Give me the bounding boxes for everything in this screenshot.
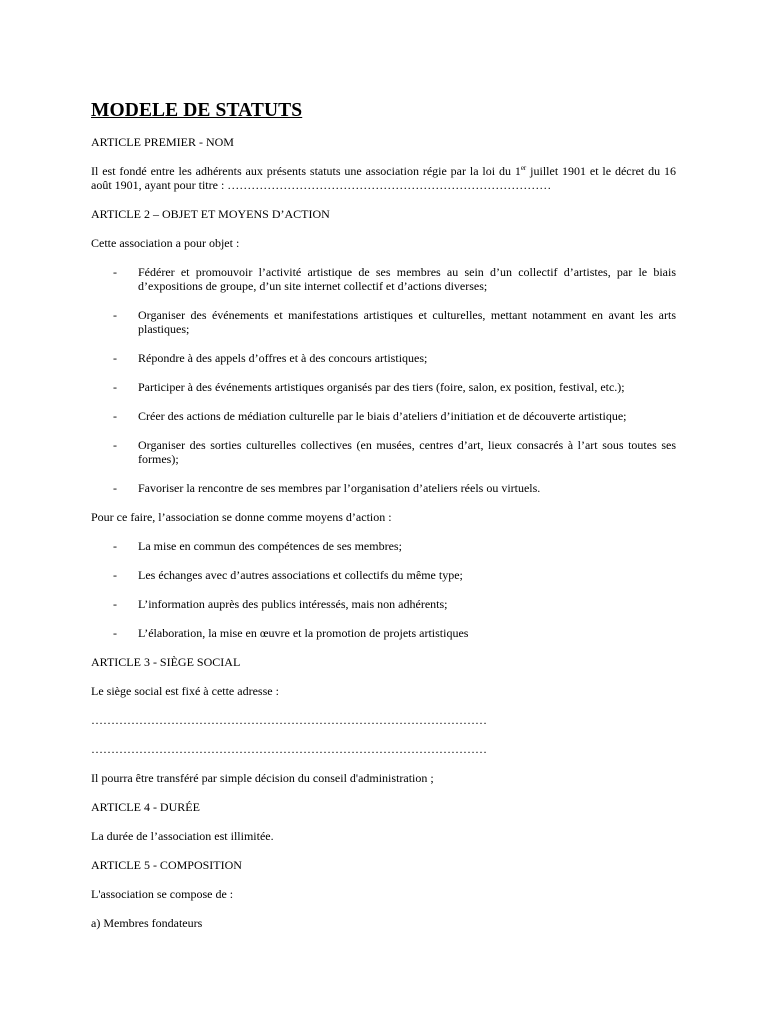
dash-marker: -	[113, 308, 117, 322]
list-item-text: Répondre à des appels d’offres et à des concours artistiques;	[138, 351, 428, 365]
dash-marker: -	[113, 351, 117, 365]
list-item	[91, 539, 676, 553]
article-1-text-start: Il est fondé entre les adhérents aux présents statuts une association régie par la loi du 1	[91, 164, 521, 178]
article-5-heading: ARTICLE 5 - COMPOSITION	[91, 858, 242, 872]
article-2-heading: ARTICLE 2 – OBJET ET MOYENS D’ACTION	[91, 207, 330, 221]
dash-marker: -	[113, 539, 117, 553]
document-page	[91, 100, 676, 945]
objects-list	[91, 265, 676, 495]
dash-marker: -	[113, 626, 117, 640]
article-1-heading: ARTICLE PREMIER - NOM	[91, 135, 234, 149]
list-item-text: La mise en commun des compétences de ses membres;	[138, 539, 402, 553]
article-1-text	[91, 164, 676, 192]
address-line-1: ………………………………………………………………………………………	[91, 713, 487, 727]
address-line-2: ………………………………………………………………………………………	[91, 742, 487, 756]
list-item	[91, 481, 676, 495]
list-item	[91, 597, 676, 611]
list-item	[91, 438, 676, 466]
article-5-item-a: a) Membres fondateurs	[91, 916, 203, 930]
article-4-heading: ARTICLE 4 - DURÉE	[91, 800, 200, 814]
list-item-text: Fédérer et promouvoir l’activité artistique de ses membres au sein d’un collectif d’artistes, par le biais d’expositions de groupe, d’un site internet collectif et d’actions diverses;	[138, 265, 676, 293]
dash-marker: -	[113, 409, 117, 423]
list-item-text: Favoriser la rencontre de ses membres par l’organisation d’ateliers réels ou virtuels.	[138, 481, 541, 495]
article-3-transfer: Il pourra être transféré par simple décision du conseil d'administration ;	[91, 771, 434, 785]
list-item	[91, 409, 676, 423]
article-5-text: L'association se compose de :	[91, 887, 234, 901]
ordinal-superscript: er	[520, 164, 527, 172]
dash-marker: -	[113, 380, 117, 394]
list-item-text: L’élaboration, la mise en œuvre et la promotion de projets artistiques	[138, 626, 469, 640]
list-item-text: Organiser des sorties culturelles collectives (en musées, centres d’art, lieux consacrés à l’art sous toutes ses formes);	[138, 438, 676, 466]
list-item	[91, 380, 676, 394]
dash-marker: -	[113, 481, 117, 495]
means-list	[91, 539, 676, 640]
list-item	[91, 351, 676, 365]
list-item-text: L’information auprès des publics intéressés, mais non adhérents;	[138, 597, 448, 611]
dash-marker: -	[113, 568, 117, 582]
list-item-text: Organiser des événements et manifestations artistiques et culturelles, mettant notamment en avant les arts plastiques;	[138, 308, 676, 336]
article-3-text: Le siège social est fixé à cette adresse :	[91, 684, 279, 698]
list-item	[91, 308, 676, 336]
list-item	[91, 626, 676, 640]
dash-marker: -	[113, 265, 117, 279]
list-item-text: Créer des actions de médiation culturelle par le biais d’ateliers d’initiation et de découverte artistique;	[138, 409, 627, 423]
article-4-text: La durée de l’association est illimitée.	[91, 829, 274, 843]
article-2-intro: Cette association a pour objet :	[91, 236, 240, 250]
dash-marker: -	[113, 597, 117, 611]
list-item-text: Participer à des événements artistiques organisés par des tiers (foire, salon, ex position, festival, etc.);	[138, 380, 625, 394]
list-item	[91, 568, 676, 582]
article-3-heading: ARTICLE 3 - SIÈGE SOCIAL	[91, 655, 241, 669]
document-title: MODELE DE STATUTS	[91, 100, 303, 121]
article-1-text-end: juillet 1901 et le décret du 16 août 1901, ayant pour titre : ………………………………………………………………………	[91, 164, 677, 192]
list-item	[91, 265, 676, 293]
list-item-text: Les échanges avec d’autres associations et collectifs du même type;	[138, 568, 463, 582]
dash-marker: -	[113, 438, 117, 452]
means-intro: Pour ce faire, l’association se donne comme moyens d’action :	[91, 510, 392, 524]
